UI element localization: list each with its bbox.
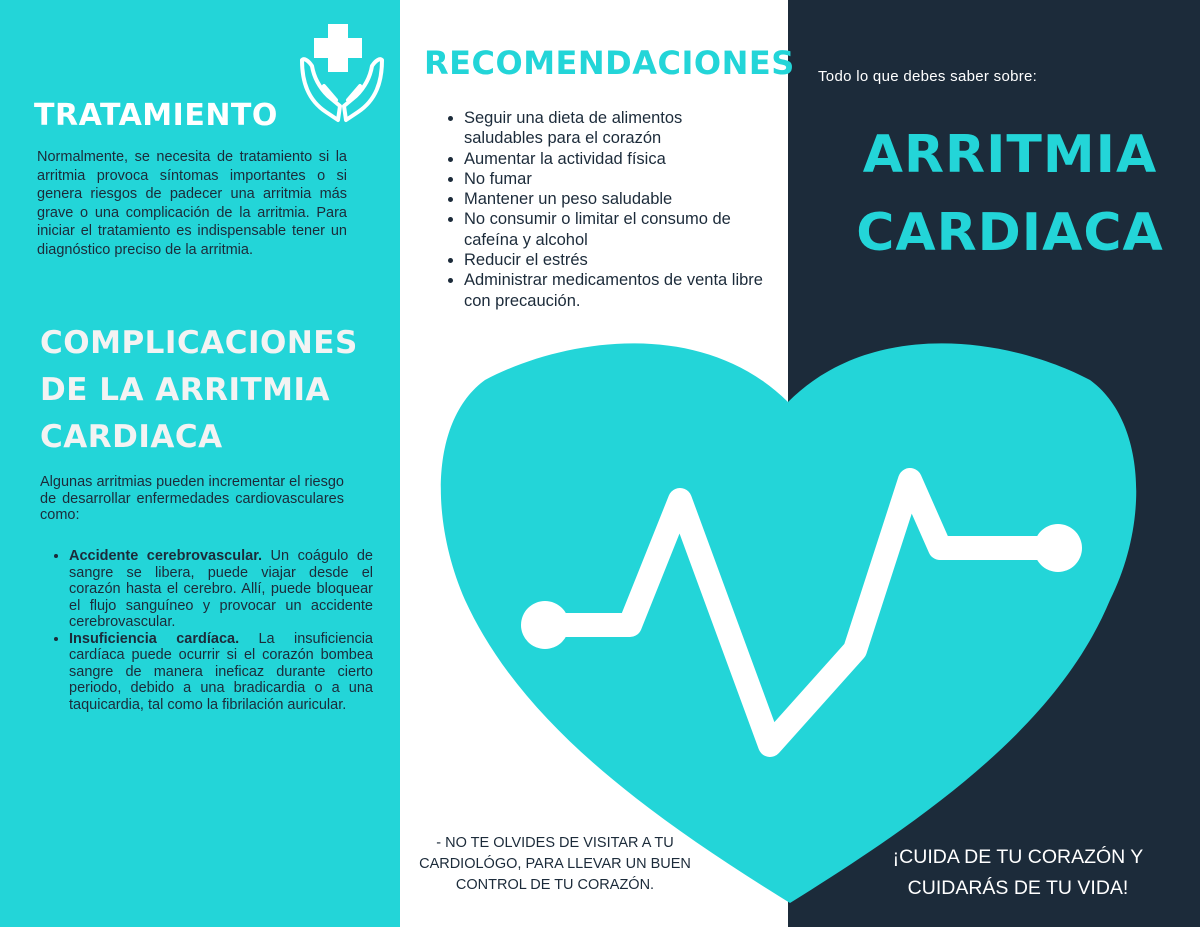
complicaciones-heading: COMPLICACIONES DE LA ARRITMIA CARDIACA xyxy=(40,325,358,455)
slogan: ¡CUIDA DE TU CORAZÓN Y CUIDARÁS DE TU VIDA! xyxy=(892,846,1144,899)
main-title: ARRITMIA CARDIACA xyxy=(856,125,1164,263)
subtitle: Todo lo que debes saber sobre: xyxy=(818,68,1038,85)
list-item: • Reducir el estrés xyxy=(464,250,764,270)
medical-cross-hands-icon xyxy=(298,20,386,124)
heartbeat-start-dot xyxy=(521,601,569,649)
list-item xyxy=(69,548,373,631)
list-item: • Aumentar la actividad física xyxy=(464,149,764,169)
list-item: • No consumir o limitar el consumo de cafeína y alcohol xyxy=(464,209,764,250)
tratamiento-heading: TRATAMIENTO xyxy=(34,98,278,133)
cardiologist-reminder: - NO TE OLVIDES DE VISITAR A TU CARDIOLÓGO, PARA LLEVAR UN BUEN CONTROL DE TU CORAZÓN. xyxy=(419,835,691,893)
recomendaciones-heading: RECOMENDACIONES xyxy=(424,44,795,82)
list-item-term: Accidente cerebrovascular. xyxy=(69,548,263,564)
complicaciones-list xyxy=(40,548,373,713)
list-item xyxy=(69,631,373,714)
recomendaciones-list xyxy=(443,108,764,311)
list-item: • No fumar xyxy=(464,169,764,189)
list-item-term: Insuficiencia cardíaca. xyxy=(69,630,240,647)
heartbeat-end-dot xyxy=(1034,524,1082,572)
list-item: • Seguir una dieta de alimentos saludables para el corazón xyxy=(464,108,764,149)
list-item-text: Un coágulo de sangre se libera, puede viajar desde el corazón hasta el cerebro. Allí, puede bloquear el flujo sanguíneo y provocar un accidente cerebrovascular. xyxy=(69,548,373,630)
list-item-text: La insuficiencia cardíaca puede ocurrir si el corazón bombea sangre de manera ineficaz durante cierto periodo, debido a una bradicardia o a una taquicardia, tal como la fibrilación auricular. xyxy=(69,630,373,713)
complicaciones-intro: Algunas arritmias pueden incrementar el riesgo de desarrollar enfermedades cardiovasculares como: xyxy=(40,474,344,523)
list-item: • Administrar medicamentos de venta libre con precaución. xyxy=(464,270,764,311)
tratamiento-paragraph: Normalmente, se necesita de tratamiento si la arritmia provoca síntomas importantes o si genera riesgos de padecer una arritmia más grave o una complicación de la arritmia. Para iniciar el tratamiento es indispensable tener un diagnóstico preciso de la arritmia. xyxy=(37,149,347,258)
list-item: • Mantener un peso saludable xyxy=(464,189,764,209)
